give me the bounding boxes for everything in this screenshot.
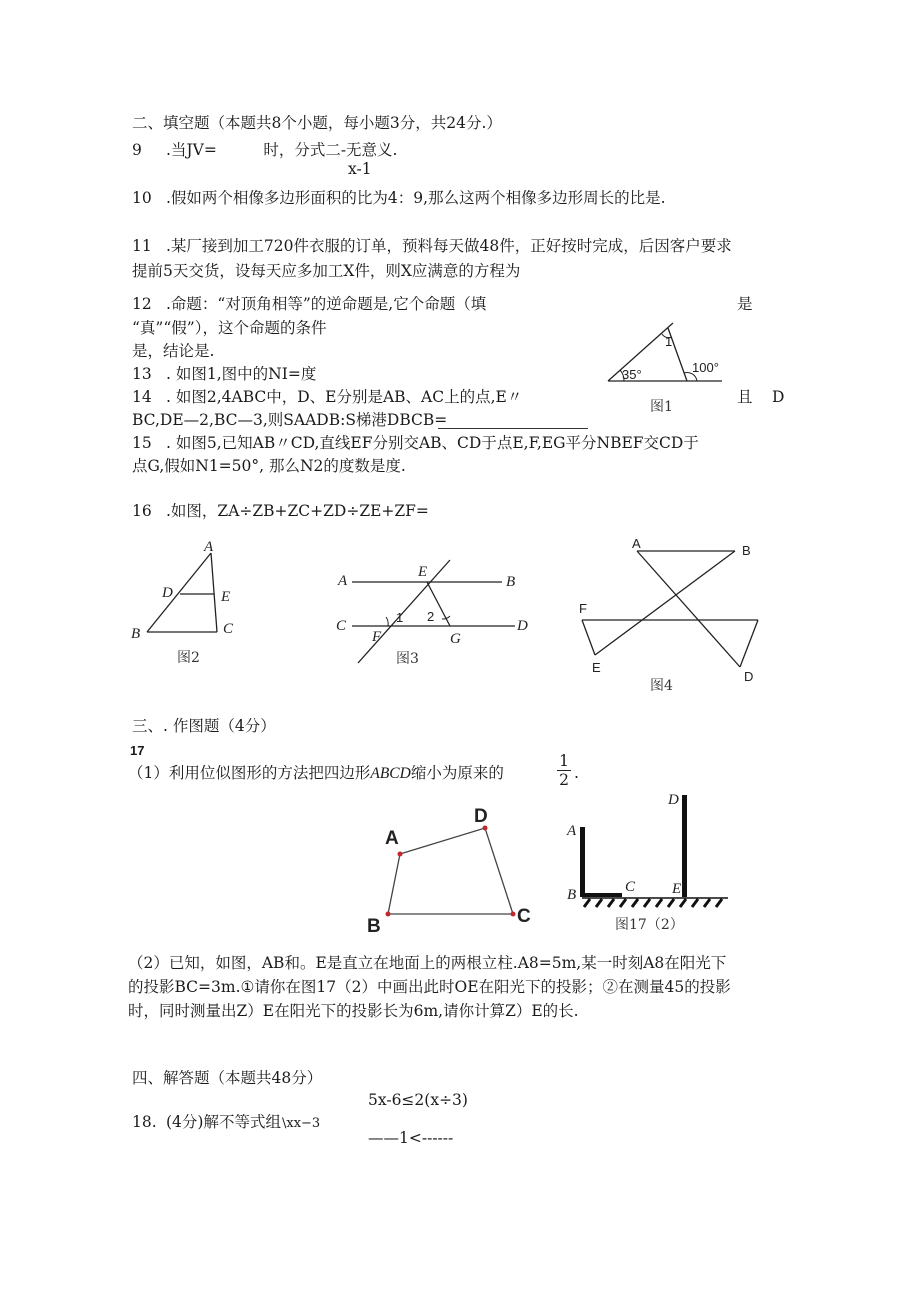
q17-number: 17 — [130, 743, 145, 758]
q12-right: 是 — [737, 295, 753, 313]
q13-number: 13 — [132, 365, 152, 383]
fig3-label-A: A — [338, 573, 348, 589]
fig1-angle-top: 1 — [665, 334, 673, 349]
quad-point-A — [398, 852, 403, 857]
q18-number: 18. — [132, 1113, 157, 1131]
fig2-side-AC — [211, 553, 217, 632]
q17-fraction-dot: . — [574, 764, 579, 782]
section2-heading: 二、填空题（本题共8个小题，每小题3分，共24分.） — [132, 114, 502, 132]
figure-2 — [125, 535, 245, 670]
q11-line2: 提前5天交货，设每天应多加工X件，则X应满意的方程为 — [132, 262, 521, 280]
fig1-angle-right: 100° — [692, 360, 719, 375]
q14-line1: . 如图2,4ABC中，D、E分别是AB、AC上的点,E〃 — [166, 388, 523, 406]
quadrilateral-abcd — [360, 800, 540, 940]
fig3-label-D: D — [517, 618, 528, 634]
quad-point-B — [386, 912, 391, 917]
fig17-caption: 图17（2） — [615, 917, 684, 933]
fig17-label-C: C — [625, 879, 636, 895]
q12-line3: 是，结论是. — [132, 342, 215, 360]
q16-text: .如图，ZA÷ZB+ZC+ZD÷ZE+ZF= — [166, 502, 429, 520]
section3-heading: 三、. 作图题（4分） — [132, 717, 276, 735]
fig3-label-E: E — [418, 564, 428, 580]
q9-text: .当JV= 时，分式二-无意义. — [166, 141, 398, 159]
q15-number: 15 — [132, 434, 152, 452]
figure-4 — [570, 535, 780, 695]
fig3-line-EF — [358, 560, 450, 663]
q12-line1: .命题：“对顶角相等”的逆命题是,它个命题（填 — [166, 295, 487, 313]
q17-part2-line3: 时，同时测量出Z）E在阳光下的投影长为6m,请你计算Z）E的长. — [128, 1002, 579, 1020]
q17-part1-text: （1）利用位似图形的方法把四边形 — [128, 764, 371, 782]
quad-label-C: C — [517, 906, 531, 927]
q17-part2-line1: （2）已知，如图，AB和。E是直立在地面上的两根立柱.A8=5m,某一时刻A8在阳光下 — [128, 954, 727, 972]
q12-number: 12 — [132, 295, 152, 313]
fig17-ground-hatch — [584, 899, 722, 907]
fig4-line-D-right — [740, 620, 758, 667]
q9-number: 9 — [132, 141, 142, 159]
section4-heading: 四、解答题（本题共48分） — [132, 1069, 323, 1087]
q17-part1 — [128, 763, 504, 784]
figure-17-2 — [560, 790, 740, 940]
fig2-label-E: E — [221, 589, 231, 605]
figure-1 — [600, 318, 740, 418]
fig4-label-A: A — [632, 536, 641, 551]
q14-right2: D — [772, 388, 785, 406]
fig3-angle-1: 1 — [396, 610, 404, 625]
fig17-shadow-BC — [580, 893, 622, 897]
q18-text: (4分)解不等式组 — [166, 1113, 281, 1131]
q11-line1: .某厂接到加工720件衣服的订单，预料每天做48件，正好按时完成，后因客户要求 — [166, 237, 732, 255]
fig4-line-B-E — [595, 551, 735, 655]
q14-answer-line — [438, 428, 588, 429]
q17-fraction — [557, 752, 571, 789]
fig3-arc-1 — [386, 617, 388, 626]
quad-outline — [388, 828, 513, 914]
q17-part1-end: 缩小为原来的 — [410, 764, 504, 782]
fraction-numerator: 1 — [557, 752, 571, 771]
fig3-label-G: G — [450, 631, 461, 647]
quad-label-D: D — [474, 806, 488, 827]
fig4-label-B: B — [742, 543, 751, 558]
fig1-caption: 图1 — [650, 399, 673, 415]
q14-line2: BC,DE—2,BC—3,则SAADB:S梯港DBCB= — [132, 411, 448, 429]
fig17-label-B: B — [567, 887, 577, 903]
fig2-label-C: C — [223, 621, 234, 637]
fig17-label-E: E — [672, 881, 682, 897]
q18-brace: \xx−3 — [282, 1116, 321, 1131]
q15-line2: 点G,假如N1=50°, 那么N2的度数是度. — [132, 457, 406, 475]
fig2-label-D: D — [162, 585, 173, 601]
fig17-label-A: A — [567, 823, 577, 839]
quad-label-A: A — [385, 828, 399, 849]
q18-inequality-1: 5x-6≤2(x÷3) — [368, 1091, 468, 1109]
q12-line2: “真”“假”），这个命题的条件 — [132, 319, 327, 337]
q17-part2-line2: 的投影BC=3m.①请你在图17（2）中画出此时OE在阳光下的投影；②在测量45的投影 — [128, 978, 731, 996]
q16-number: 16 — [132, 502, 152, 520]
fig3-angle-2: 2 — [427, 609, 435, 624]
fig4-line-A-D — [637, 551, 740, 667]
q14-right1: 且 — [737, 388, 753, 406]
fig4-caption: 图4 — [650, 678, 673, 694]
fig2-caption: 图2 — [177, 650, 200, 666]
fig2-label-B: B — [131, 626, 141, 642]
q15-line1: . 如图5,已知AB〃CD,直线EF分别交AB、CD于点E,F,EG平分NBEF交CD于 — [166, 434, 699, 452]
fraction-denominator: 2 — [559, 771, 569, 789]
fig3-label-F: F — [372, 629, 382, 645]
q14-number: 14 — [132, 388, 152, 406]
fig2-label-A: A — [204, 539, 214, 555]
q17-part1-italic: ABCD — [370, 765, 411, 782]
q10-text: .假如两个相像多边形面积的比为4：9,那么这两个相像多边形周长的比是. — [166, 189, 666, 207]
quad-label-B: B — [367, 916, 381, 937]
quad-point-C — [511, 912, 516, 917]
fig2-side-AB — [147, 553, 211, 632]
figure-3 — [330, 555, 540, 675]
fig4-label-D: D — [744, 669, 754, 684]
q18-inequality-2: ——1<------ — [368, 1129, 454, 1147]
fig17-pole-AB — [580, 827, 585, 897]
fig17-label-D: D — [668, 792, 679, 808]
fig4-label-E: E — [592, 660, 601, 675]
q11-number: 11 — [132, 237, 152, 255]
fig17-pole-DE — [682, 795, 687, 897]
fig4-label-F: F — [579, 601, 587, 616]
q10-number: 10 — [132, 189, 152, 207]
fig4-line-F-E — [582, 620, 595, 655]
q9-denominator: x-1 — [348, 160, 372, 178]
fig1-angle-left: 35° — [622, 367, 642, 382]
fig3-caption: 图3 — [396, 651, 419, 667]
q13-text: . 如图1,图中的NI=度 — [166, 365, 317, 383]
fig3-label-B: B — [506, 574, 516, 590]
fig3-label-C: C — [336, 618, 347, 634]
